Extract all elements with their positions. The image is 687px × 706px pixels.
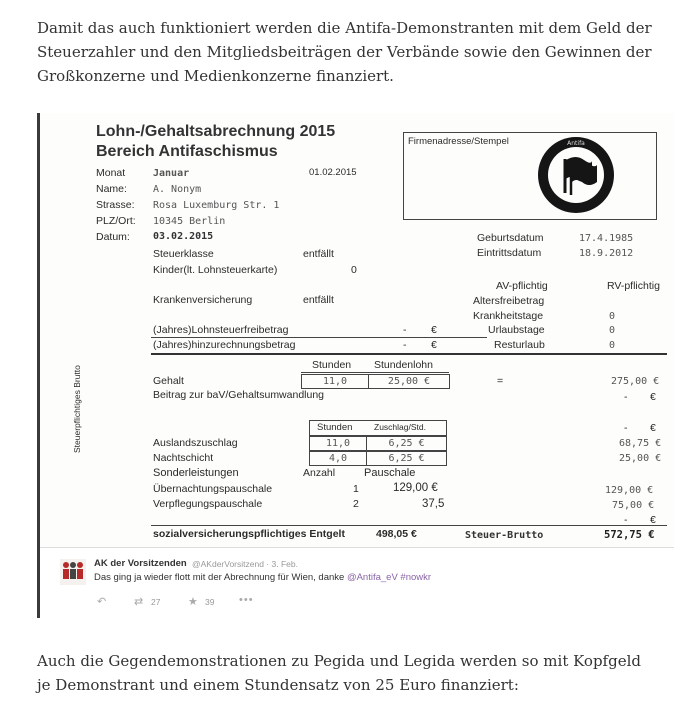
eintritt-value: 18.9.2012 [579, 248, 634, 259]
rv-label: RV-pflichtig [607, 280, 660, 292]
verpf-pauschale: 37,5 [422, 498, 445, 510]
sv-label: sozialversicherungspflichtiges Entgelt [153, 528, 345, 540]
uebern-anzahl: 1 [353, 483, 359, 495]
anzahl-header: Anzahl [303, 467, 336, 479]
kinder-value: 0 [351, 264, 357, 276]
avatar [60, 559, 86, 585]
uebern-pauschale: 129,00 € [393, 482, 438, 494]
monat-date: 01.02.2015 [309, 167, 357, 178]
verpf-anzahl: 2 [353, 498, 359, 510]
verpf-sum: 75,00 € [612, 500, 655, 511]
favorite-count: 39 [205, 597, 215, 607]
nacht-zuschlag: 6,25 € [366, 451, 447, 466]
gehalt-lohn: 25,00 € [368, 374, 450, 389]
jahresfrei-eur: € [431, 324, 437, 336]
payslip-image [37, 113, 674, 618]
row-eur: € [650, 422, 656, 434]
rule-1 [151, 337, 487, 338]
monat-value: Januar [153, 168, 190, 179]
jahreshinzu-label: (Jahres)hinzurechnungsbetrag [153, 339, 296, 351]
tweet-text [94, 572, 431, 583]
jahresfrei-dash: - [403, 324, 407, 336]
plz-label: PLZ/Ort: [96, 215, 136, 227]
gehalt-sum: 275,00 € [611, 376, 660, 387]
image-left-edge [37, 113, 40, 618]
logo-text: Antifa [567, 140, 585, 147]
uebern-label: Übernachtungspauschale [153, 483, 273, 495]
ausland-label: Auslandszuschlag [153, 437, 238, 449]
strasse-value: Rosa Luxemburg Str. 1 [153, 200, 280, 211]
tweet-mention[interactable]: @Antifa_eV [346, 572, 398, 583]
pauschale-header: Pauschale [364, 467, 416, 479]
rest-value: 0 [609, 340, 616, 351]
tweet-author[interactable]: AK der Vorsitzenden [94, 558, 187, 569]
kv-label: Krankenversicherung [153, 294, 253, 306]
tweet-text-body: Das ging ja wieder flott mit der Abrechnung für Wien, danke [94, 572, 347, 583]
gehalt-label: Gehalt [153, 375, 184, 387]
stamp-label: Firmenadresse/Stempel [408, 136, 509, 147]
kv-value: entfällt [303, 294, 334, 306]
strasse-label: Strasse: [96, 199, 135, 211]
nacht-sum: 25,00 € [619, 453, 662, 464]
nacht-stunden: 4,0 [309, 451, 367, 466]
reply-icon[interactable]: ↶ [97, 596, 107, 608]
geburt-label: Geburtsdatum [477, 232, 544, 244]
sonder-label: Sonderleistungen [153, 467, 239, 479]
urlaub-value: 0 [609, 325, 616, 336]
krankheit-value: 0 [609, 311, 616, 322]
favorite-icon[interactable]: ★ [188, 596, 198, 608]
embedded-tweet [40, 547, 674, 619]
rest-label: Resturlaub [494, 339, 545, 351]
nacht-label: Nachtschicht [153, 452, 214, 464]
brutto-label: Steuer-Brutto [465, 530, 544, 541]
payslip-title: Lohn-/Gehaltsabrechnung 2015 [96, 123, 336, 140]
gehalt-equals: = [497, 375, 504, 387]
krankheit-label: Krankheitstage [473, 310, 544, 322]
steuerklasse-label: Steuerklasse [153, 248, 214, 260]
datum-value: 03.02.2015 [153, 231, 214, 242]
retweet-count: 27 [151, 597, 161, 607]
zuschlag-header: Zuschlag/Std. [374, 422, 426, 432]
rule-4 [151, 525, 667, 526]
gehalt-stunden: 11,0 [301, 374, 369, 389]
verpf-label: Verpflegungspauschale [153, 498, 263, 510]
av-label: AV-pflichtig [496, 280, 548, 292]
rule-2 [151, 353, 667, 355]
brutto-value: 572,75 € [604, 529, 655, 541]
jahreshinzu-dash: - [403, 339, 407, 351]
antifa-logo-icon [536, 135, 616, 215]
sv-value: 498,05 € [376, 528, 417, 540]
ausland-sum: 68,75 € [619, 438, 662, 449]
stunden-header-2: Stunden [317, 422, 353, 433]
kinder-label: Kinder(lt. Lohnsteuerkarte) [153, 264, 278, 276]
geburt-value: 17.4.1985 [579, 233, 634, 244]
urlaub-label: Urlaubstage [488, 324, 545, 336]
ausland-stunden: 11,0 [309, 436, 367, 451]
bav-eur: € [650, 391, 656, 403]
plz-value: 10345 Berlin [153, 216, 226, 227]
name-value: A. Nonym [153, 184, 202, 195]
altersfrei-label: Altersfreibetrag [473, 295, 545, 307]
intro-paragraph: Damit das auch funktioniert werden die Antifa-Demonstranten mit dem Geld der Steuerzahler und den Mitgliedsbeiträgen der Verbände sowie den Gewinnen der Großkonzerne und Medienkonzerne finanziert. [37, 19, 652, 85]
stunden-header: Stunden [312, 359, 352, 371]
extra-eur: € [650, 514, 656, 526]
vertical-label: Steuerpflichtiges Brutto [72, 365, 82, 453]
stundenlohn-header: Stundenlohn [374, 359, 433, 371]
datum-label: Datum: [96, 231, 130, 243]
ausland-zuschlag: 6,25 € [366, 436, 447, 451]
retweet-icon[interactable]: ⇄ [134, 596, 144, 608]
jahreshinzu-eur: € [431, 339, 437, 351]
row-dash: - [624, 422, 628, 434]
stamp-box [403, 132, 657, 220]
tweet-handle[interactable]: @AKderVorsitzend · 3. Feb. [192, 559, 298, 569]
rule-3 [301, 372, 449, 373]
payslip-subtitle: Bereich Antifaschismus [96, 143, 278, 160]
tweet-hashtag[interactable]: #nowkr [400, 572, 432, 583]
name-label: Name: [96, 183, 127, 195]
more-icon[interactable]: ••• [239, 594, 254, 606]
jahresfrei-label: (Jahres)Lohnsteuerfreibetrag [153, 324, 289, 336]
steuerklasse-value: entfällt [303, 248, 334, 260]
bav-label: Beitrag zur baV/Gehaltsumwandlung [153, 389, 325, 401]
bav-dash: - [624, 391, 628, 403]
uebern-sum: 129,00 € [605, 485, 654, 496]
extra-dash: - [624, 514, 628, 526]
monat-label: Monat [96, 167, 126, 179]
eintritt-label: Eintrittsdatum [477, 247, 542, 259]
outro-paragraph: Auch die Gegendemonstrationen zu Pegida und Legida werden so mit Kopfgeld je Demonstrant und einem Stundensatz von 25 Euro finanziert: [37, 652, 641, 694]
